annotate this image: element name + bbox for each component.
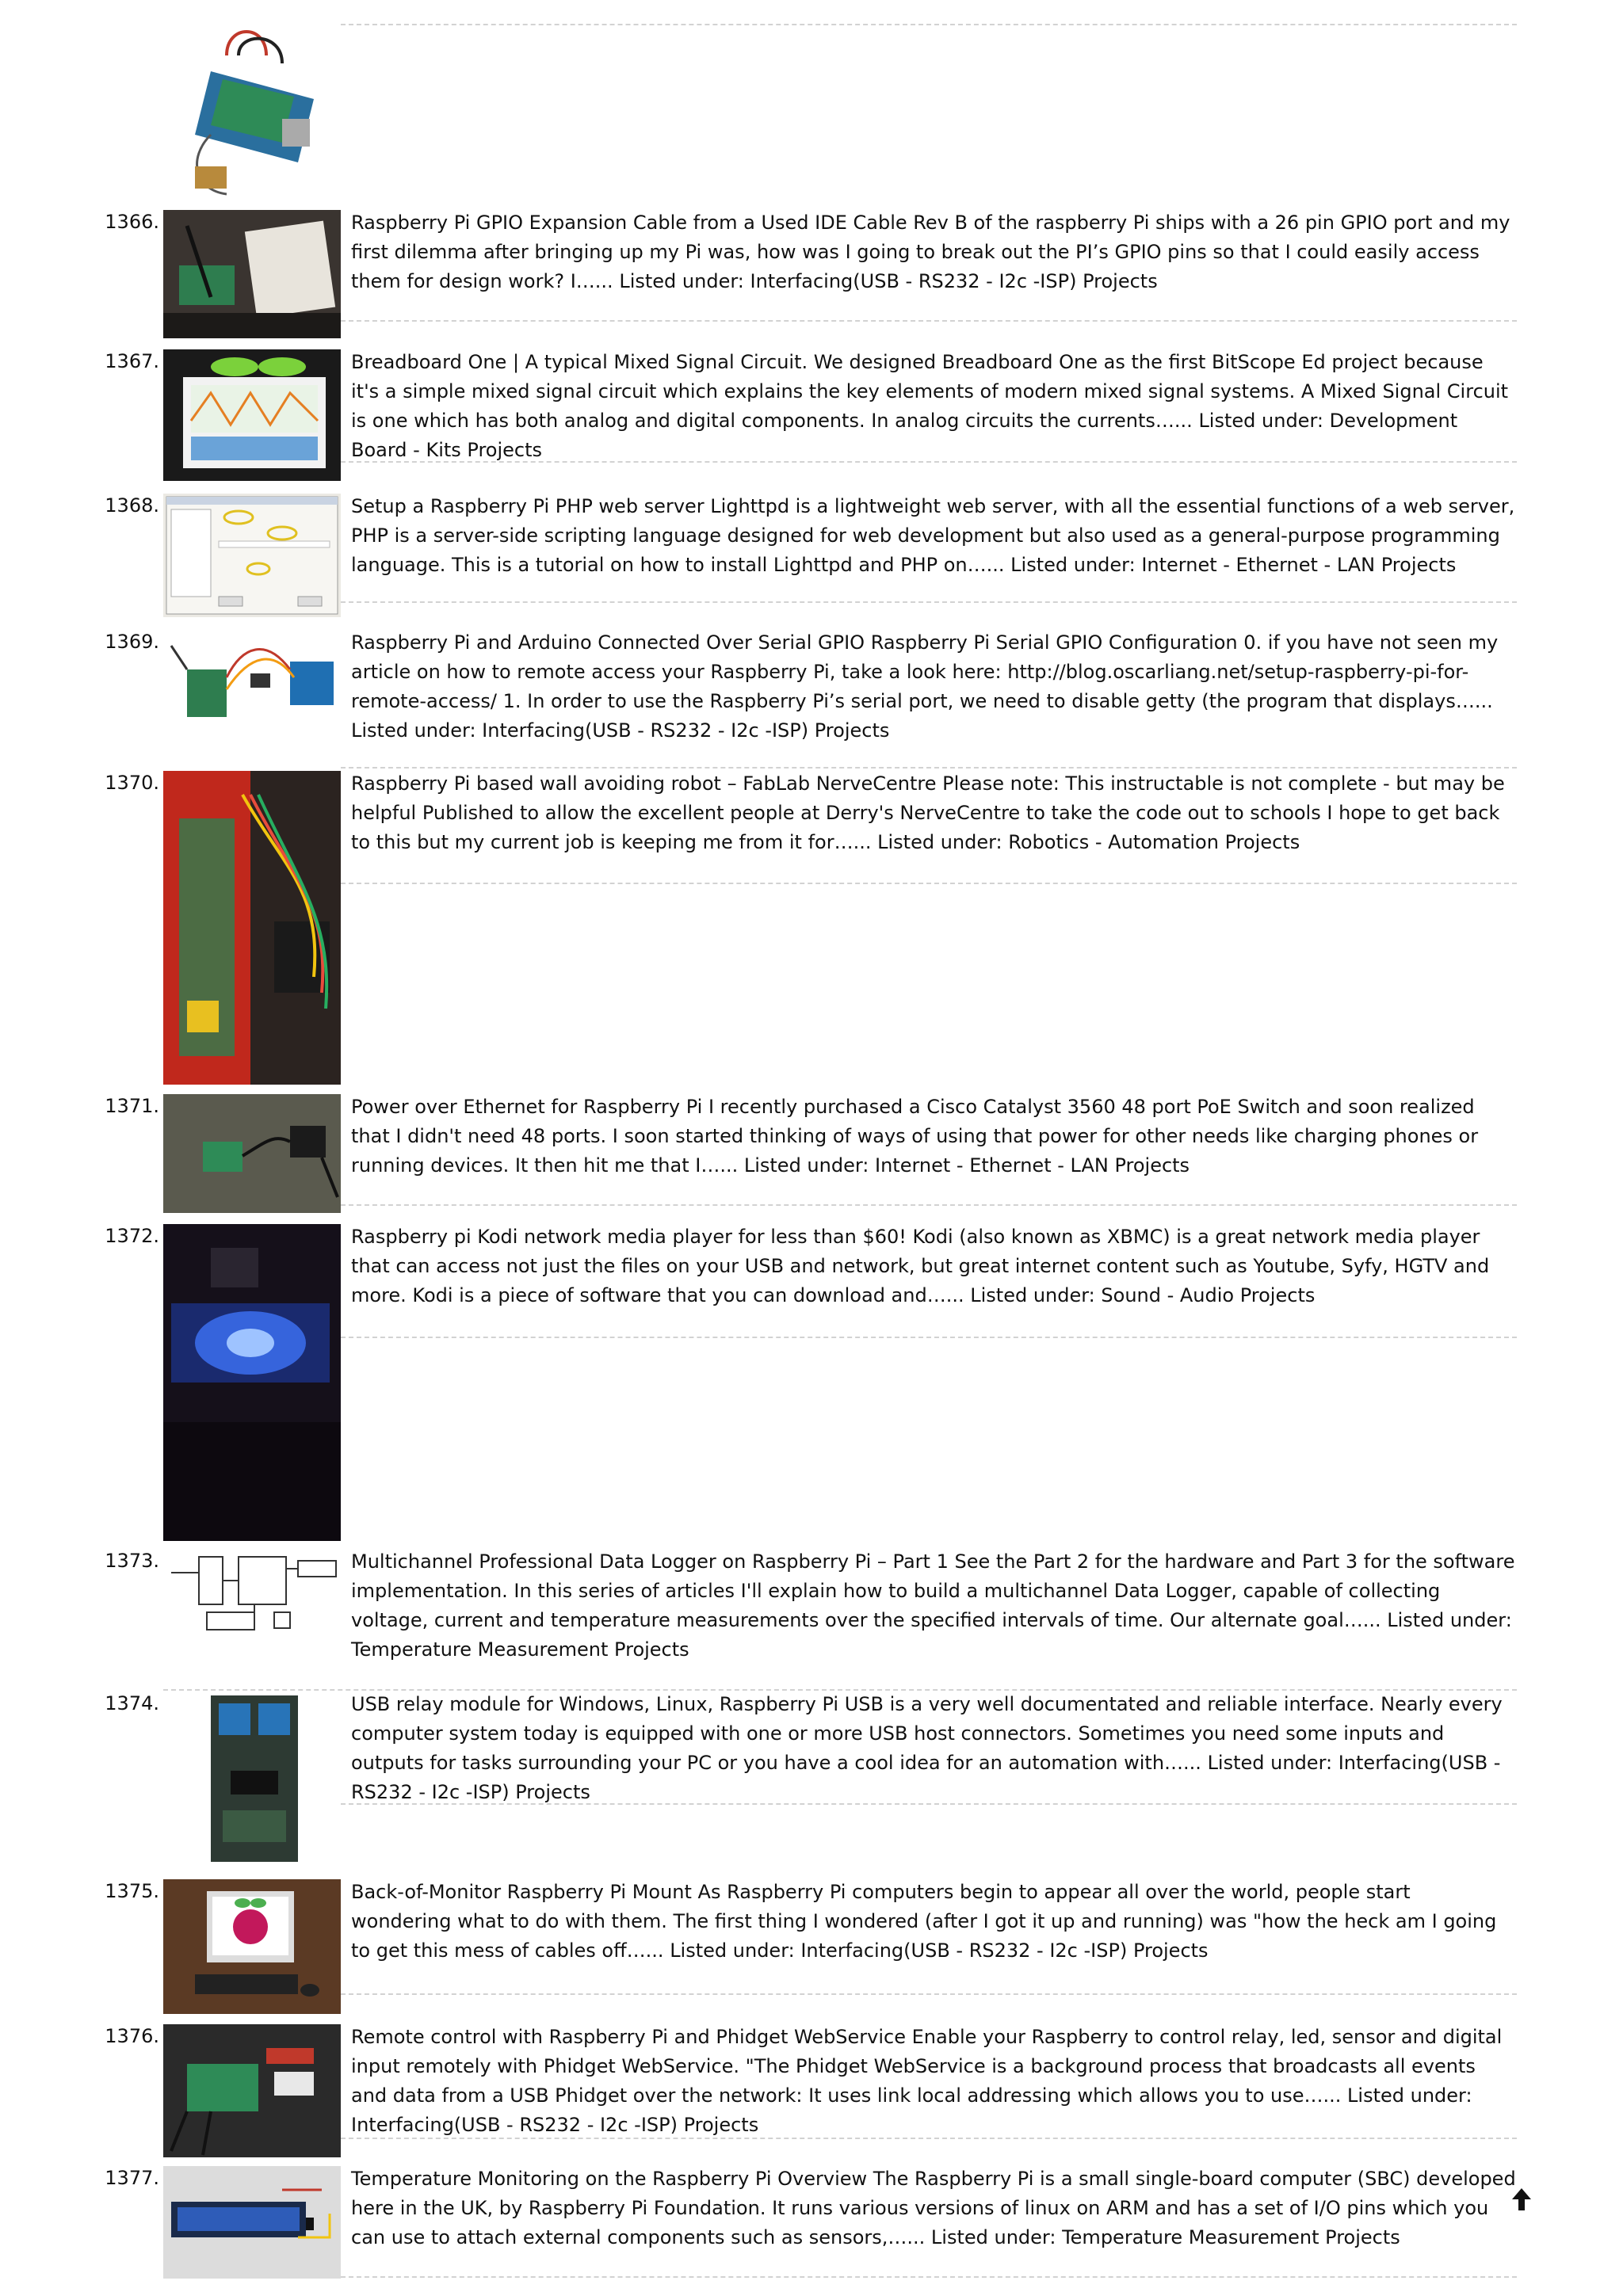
separator — [341, 2138, 1517, 2139]
item-number: 1368. — [105, 494, 159, 517]
project-thumbnail-prev[interactable] — [163, 24, 341, 198]
separator — [341, 601, 1517, 603]
item-description — [351, 1878, 1516, 1966]
separator — [341, 1803, 1517, 1805]
item-number: 1377. — [105, 2167, 159, 2189]
project-thumbnail[interactable] — [163, 1224, 341, 1541]
item-description — [351, 1093, 1516, 1180]
item-link[interactable]: Back-of-Monitor Raspberry Pi Mount As Raspberry Pi computers begin to appear all over the world, people start wondering what to do with them. The first thing I wondered (after I got it up and running) was "how the heck am I going to get this mess of cables off…... — [351, 1881, 1497, 1962]
item-number: 1366. — [105, 211, 159, 233]
separator — [341, 24, 1517, 25]
project-thumbnail[interactable] — [163, 2166, 341, 2279]
item-link[interactable]: Temperature Monitoring on the Raspberry Pi Overview The Raspberry Pi is a small single-board computer (SBC) developed here in the UK, by Raspberry Pi Foundation. It runs various versions of linux on ARM and has a set of I/O pins which you can use to attach external components such as sensors,…... — [351, 2168, 1516, 2248]
separator — [341, 767, 1517, 769]
item-link[interactable]: Multichannel Professional Data Logger on Raspberry Pi – Part 1 See the Part 2 for the hardware and Part 3 for the software implementation. In this series of articles I'll explain how to build a multichannel Data Logger, capable of collecting voltage, current and temperature measurements over the specified intervals of time. Our alternate goal…... — [351, 1550, 1515, 1631]
project-thumbnail[interactable] — [163, 1879, 341, 2014]
item-link[interactable]: Raspberry Pi and Arduino Connected Over Serial GPIO Raspberry Pi Serial GPIO Configuration 0. if you have not seen my article on how to remote access your Raspberry Pi, take a look here: http://blog.oscarliang.net/setup-raspberry-pi-for-remote-access/ 1. In order to use the Raspberry Pi’s serial port, we need to disable getty (the program that displays…... — [351, 631, 1499, 712]
item-link[interactable]: Power over Ethernet for Raspberry Pi I recently purchased a Cisco Catalyst 3560 48 port PoE Switch and soon realized that I didn't need 48 ports. I soon started thinking of ways of using that power for other needs like charging phones or running devices. It then hit me that I…... — [351, 1096, 1479, 1177]
separator — [341, 320, 1517, 322]
item-link[interactable]: Raspberry Pi based wall avoiding robot – FabLab NerveCentre Please note: This instructable is not complete - but may be helpful Published to allow the excellent people at Derry's NerveCentre to take the code out to schools I hope to get back to this but my current job is keeping me from it for…... — [351, 772, 1505, 853]
project-thumbnail[interactable] — [163, 2024, 341, 2157]
item-link[interactable]: Breadboard One | A typical Mixed Signal Circuit. We designed Breadboard One as the first BitScope Ed project because it's a simple mixed signal circuit which explains the key elements of modern mixed signal systems. A Mixed Signal Circuit is one which has both analog and digital components. In analog circuits the currents…... — [351, 351, 1509, 432]
project-thumbnail[interactable] — [163, 1549, 341, 1638]
item-link[interactable]: Raspberry pi Kodi network media player for less than $60! Kodi (also known as XBMC) is a great network media player that can access not just the files on your USB and network, but great internet content such as Youtube, Syfy, HGTV and more. Kodi is a piece of software that you can download and…... — [351, 1226, 1490, 1306]
item-description — [351, 628, 1516, 746]
item-number: 1370. — [105, 772, 159, 794]
item-category[interactable]: Listed under: Temperature Measurement Projects — [351, 1609, 1512, 1661]
item-link[interactable]: Setup a Raspberry Pi PHP web server Lighttpd is a lightweight web server, with all the essential functions of a web server, PHP is a server-side scripting language designed for web development but also used as a general-purpose programming language. This is a tutorial on how to install Lighttpd and PHP on…... — [351, 495, 1515, 576]
item-description — [351, 1690, 1516, 1807]
project-thumbnail[interactable] — [163, 630, 341, 737]
item-description — [351, 2164, 1516, 2252]
item-description — [351, 492, 1516, 580]
separator — [341, 461, 1517, 463]
back-to-top-icon[interactable] — [1510, 2187, 1533, 2214]
item-category[interactable]: Listed under: Interfacing(USB - RS232 - I2c -ISP) Projects — [670, 1939, 1209, 1962]
item-description — [351, 348, 1516, 465]
item-category[interactable]: Listed under: Robotics - Automation Projects — [877, 831, 1300, 853]
item-category[interactable]: Listed under: Interfacing(USB - RS232 - I2c -ISP) Projects — [351, 1752, 1501, 1803]
item-category[interactable]: Listed under: Interfacing(USB - RS232 - I2c -ISP) Projects — [351, 719, 890, 742]
item-category[interactable]: Listed under: Interfacing(USB - RS232 - I2c -ISP) Projects — [619, 270, 1158, 292]
item-description — [351, 1222, 1516, 1310]
item-category[interactable]: Listed under: Internet - Ethernet - LAN Projects — [1010, 554, 1457, 576]
project-thumbnail[interactable] — [163, 1094, 341, 1213]
project-thumbnail[interactable] — [163, 494, 341, 617]
project-thumbnail[interactable] — [163, 1691, 341, 1866]
separator — [341, 1204, 1517, 1206]
project-thumbnail[interactable] — [163, 771, 341, 1085]
item-number: 1373. — [105, 1550, 159, 1572]
item-category[interactable]: Listed under: Development Board - Kits Projects — [351, 410, 1458, 461]
item-number: 1375. — [105, 1880, 159, 1902]
separator — [341, 883, 1517, 884]
separator — [341, 2276, 1517, 2278]
item-description — [351, 2023, 1516, 2140]
item-number: 1376. — [105, 2025, 159, 2047]
item-category[interactable]: Listed under: Interfacing(USB - RS232 - I2c -ISP) Projects — [351, 2084, 1472, 2136]
project-thumbnail[interactable] — [163, 349, 341, 481]
item-description — [351, 208, 1516, 296]
item-link[interactable]: Raspberry Pi GPIO Expansion Cable from a Used IDE Cable Rev B of the raspberry Pi ships with a 26 pin GPIO port and my first dilemma after bringing up my Pi was, how was I going to break out the PI’s GPIO pins so that I could easily access them for design work? I…... — [351, 212, 1510, 292]
item-description — [351, 1547, 1516, 1665]
item-number: 1374. — [105, 1692, 159, 1714]
item-category[interactable]: Listed under: Internet - Ethernet - LAN Projects — [743, 1154, 1190, 1177]
item-link[interactable]: USB relay module for Windows, Linux, Raspberry Pi USB is a very well documentated and reliable interface. Nearly every computer system today is equipped with one or more USB host connectors. Sometimes you need some inputs and outputs for tasks surrounding your PC or you have a cool idea for an automation with…... — [351, 1693, 1503, 1774]
item-description — [351, 769, 1516, 857]
item-number: 1371. — [105, 1095, 159, 1117]
item-category[interactable]: Listed under: Sound - Audio Projects — [970, 1284, 1316, 1306]
separator — [341, 1993, 1517, 1995]
item-number: 1367. — [105, 350, 159, 372]
project-thumbnail[interactable] — [163, 210, 341, 338]
item-category[interactable]: Listed under: Temperature Measurement Projects — [930, 2226, 1400, 2248]
item-number: 1369. — [105, 631, 159, 653]
separator — [341, 1337, 1517, 1338]
item-link[interactable]: Remote control with Raspberry Pi and Phidget WebService Enable your Raspberry to control relay, led, sensor and digital input remotely with Phidget WebService. "The Phidget WebService is a background process that broadcasts all events and data from a USB Phidget over the network: It uses link local addressing which allows you to use…... — [351, 2026, 1503, 2107]
item-number: 1372. — [105, 1225, 159, 1247]
